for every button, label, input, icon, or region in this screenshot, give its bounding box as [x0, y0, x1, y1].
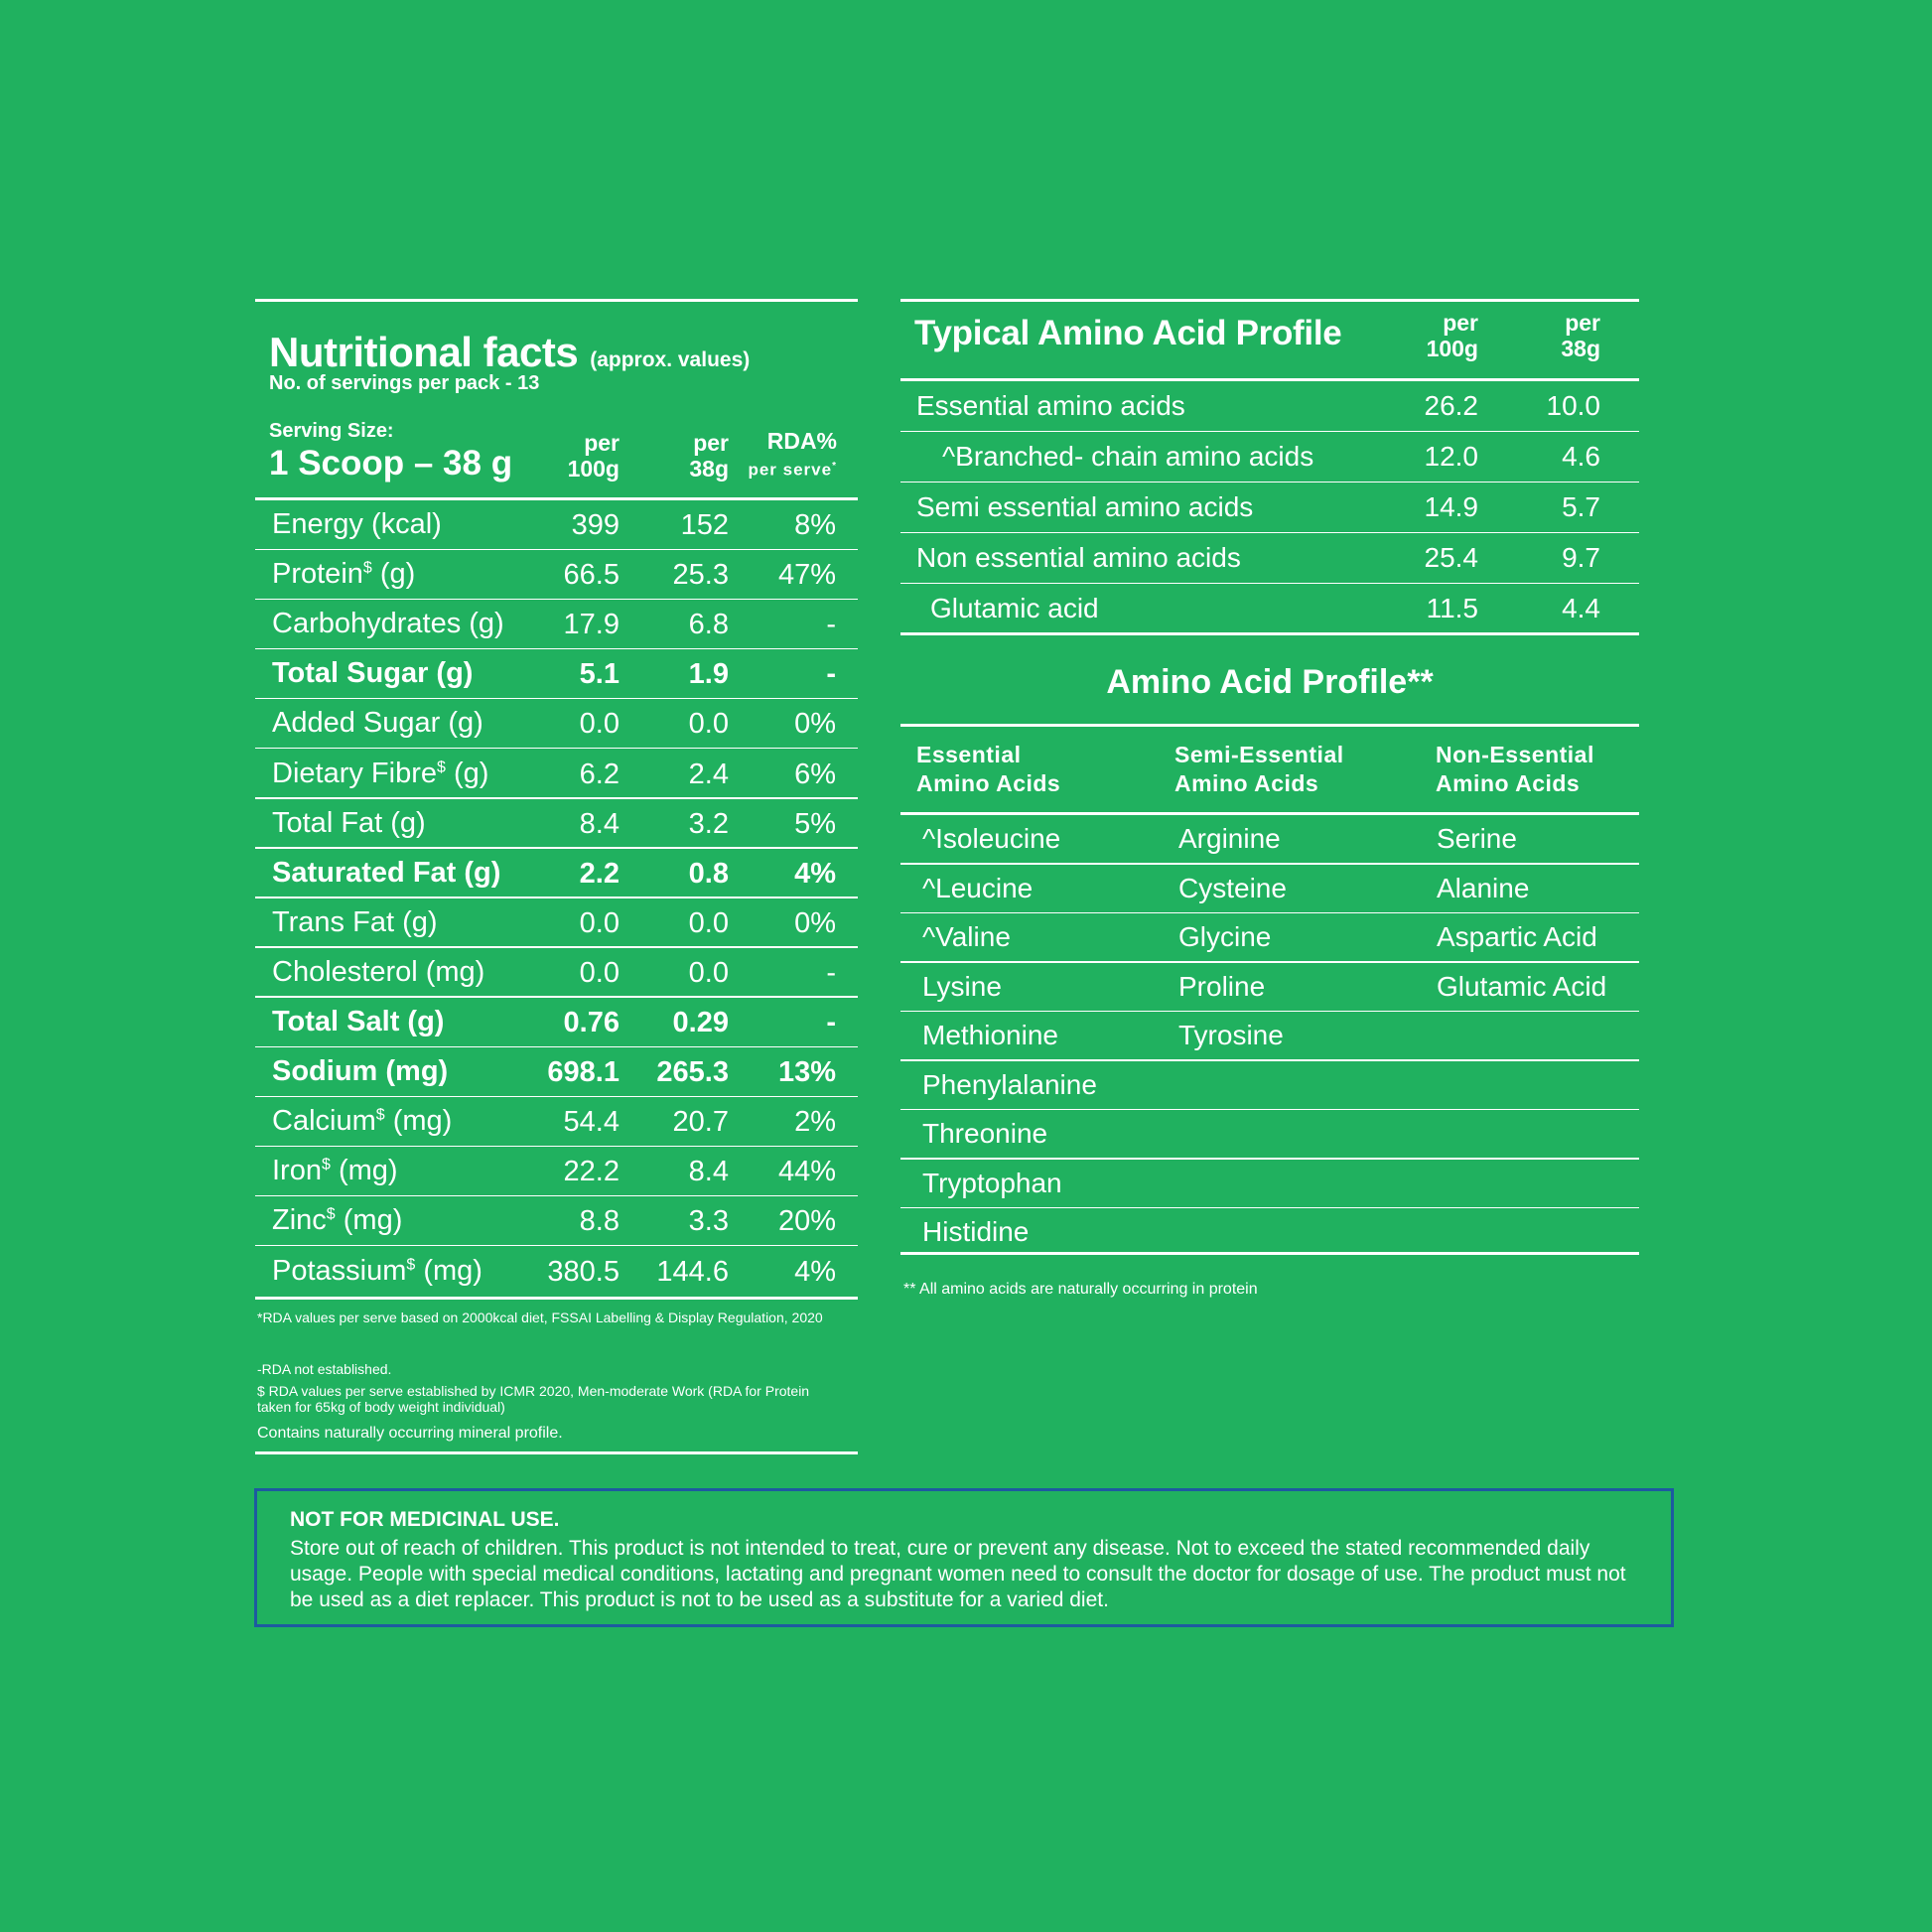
nutrient-unit: (mg) — [335, 1204, 403, 1237]
value-per-100g: 22.2 — [563, 1156, 620, 1188]
value-per-100g: 66.5 — [563, 559, 620, 592]
value-rda: - — [826, 609, 836, 641]
nutrient-label: Carbohydrates (g) — [272, 608, 504, 640]
nutrition-facts-panel — [255, 299, 858, 1455]
value-per-100g: 5.1 — [579, 658, 620, 691]
nutrient-label: Total Salt (g) — [272, 1006, 445, 1037]
nutrient-unit: (mg) — [415, 1254, 483, 1287]
amino-row — [900, 432, 1639, 483]
amino-name: Non essential amino acids — [916, 542, 1241, 573]
nutrient-row — [255, 649, 858, 699]
nutrient-name — [272, 1204, 402, 1237]
value-rda: - — [826, 1007, 836, 1038]
nutrient-name — [272, 906, 438, 939]
value-rda: 2% — [794, 1106, 836, 1139]
amino-name: Semi essential amino acids — [916, 491, 1254, 522]
serving-size-label: Serving Size: — [269, 420, 394, 442]
profile-row — [900, 1208, 1639, 1258]
essential-amino-acid: ^Valine — [922, 921, 1011, 952]
nutrient-name — [272, 1055, 448, 1088]
nutrient-label: Total Sugar (g) — [272, 657, 474, 690]
header-line: Amino Acids — [916, 770, 1061, 796]
amino-row — [900, 483, 1639, 533]
value-per-100g: 380.5 — [547, 1255, 620, 1288]
value-per-38g: 5.7 — [1562, 491, 1600, 522]
nutrient-row — [255, 1196, 858, 1246]
value-per-38g: 9.7 — [1562, 542, 1600, 573]
value-rda: - — [826, 658, 836, 691]
profile-row — [900, 1110, 1639, 1160]
nutrient-name — [272, 707, 483, 740]
value-per-100g: 6.2 — [579, 758, 620, 790]
header-line: Non-Essential — [1436, 742, 1594, 767]
header-non-essential — [1436, 741, 1594, 798]
value-rda: 4% — [794, 1255, 836, 1288]
value-per-38g: 8.4 — [688, 1156, 729, 1188]
col-head-per-100g — [1427, 310, 1478, 361]
non-essential-amino-acid: Alanine — [1437, 872, 1530, 903]
essential-amino-acid: Methionine — [922, 1020, 1058, 1050]
value-rda: 20% — [777, 1205, 836, 1238]
value-per-38g: 0.0 — [688, 906, 729, 939]
value-per-38g: 4.6 — [1562, 441, 1600, 472]
nutrient-label: Iron — [272, 1155, 322, 1187]
amino-profile-panel — [900, 655, 1639, 1311]
approx-note: (approx. values) — [590, 348, 751, 371]
typical-amino-panel — [900, 299, 1639, 636]
nutrient-label: Potassium — [272, 1254, 407, 1287]
nutrient-unit: (g) — [445, 757, 489, 789]
semi-essential-amino-acid: Tyrosine — [1178, 1020, 1284, 1050]
col-38g-label: 38g — [689, 456, 729, 482]
amino-row — [900, 584, 1639, 634]
non-essential-amino-acid: Aspartic Acid — [1437, 921, 1597, 952]
nutrient-row — [255, 799, 858, 849]
value-per-38g: 265.3 — [656, 1056, 729, 1089]
col-per-label: per — [1443, 310, 1478, 336]
warning-body: Store out of reach of children. This product is not intended to treat, cure or prevent any disease. Not to exceed the stated recommended daily usage. People with special medical conditions, lactating and pregnant women need to consult the doctor for dosage of use. The product must not be used as a diet replacer. This product is not to be used as a substitute for a varied diet. — [290, 1537, 1626, 1611]
essential-amino-acid: Phenylalanine — [922, 1068, 1097, 1100]
semi-essential-amino-acid: Glycine — [1178, 921, 1272, 952]
nutrient-name — [272, 758, 488, 790]
col-38g-label: 38g — [1561, 336, 1600, 361]
nutrient-sup: $ — [406, 1255, 416, 1273]
value-rda: 0% — [794, 708, 836, 741]
essential-amino-acid: ^Isoleucine — [922, 823, 1061, 854]
col-head-per-38g — [1561, 310, 1600, 361]
nutrient-label: Sodium (mg) — [272, 1055, 449, 1088]
profile-row — [900, 963, 1639, 1013]
semi-essential-amino-acid: Cysteine — [1178, 872, 1287, 903]
nutrient-name — [272, 807, 426, 840]
value-per-38g: 152 — [680, 509, 729, 541]
value-per-38g: 1.9 — [688, 658, 729, 691]
semi-essential-amino-acid: Arginine — [1178, 823, 1281, 854]
nutrient-sup: $ — [375, 1106, 385, 1124]
profile-title: Amino Acid Profile** — [1106, 663, 1434, 701]
profile-footnote: ** All amino acids are naturally occurring in protein — [903, 1281, 1258, 1298]
nutrient-row — [255, 849, 858, 898]
value-per-100g: 0.76 — [563, 1007, 620, 1038]
nutrient-sup: $ — [321, 1156, 331, 1173]
value-per-100g: 8.4 — [579, 807, 620, 840]
value-per-100g: 0.0 — [579, 708, 620, 741]
nutrient-row — [255, 1147, 858, 1196]
semi-essential-amino-acid: Proline — [1178, 970, 1266, 1002]
value-rda: 44% — [777, 1156, 836, 1188]
header-line: Amino Acids — [1436, 770, 1581, 796]
value-per-38g: 0.8 — [688, 857, 729, 890]
top-rule — [255, 299, 858, 302]
nutrient-unit: (g) — [371, 558, 416, 591]
non-essential-amino-acid: Serine — [1437, 823, 1517, 854]
nutrient-label: Trans Fat (g) — [272, 905, 438, 938]
title-row — [269, 329, 750, 376]
col-per-label: per — [693, 430, 729, 456]
profile-row — [900, 1012, 1639, 1061]
nutrient-label: Zinc — [272, 1204, 327, 1237]
nutrient-name — [272, 1155, 398, 1187]
value-per-100g: 25.4 — [1424, 542, 1478, 573]
essential-amino-acid: Lysine — [922, 970, 1002, 1002]
header-line: Essential — [916, 742, 1022, 767]
value-per-100g: 14.9 — [1424, 491, 1478, 522]
warning-heading: NOT FOR MEDICINAL USE. — [290, 1508, 560, 1531]
value-rda: 6% — [794, 758, 836, 790]
nutrient-row — [255, 998, 858, 1047]
value-per-100g: 8.8 — [579, 1205, 620, 1238]
nutrient-sup: $ — [326, 1205, 336, 1223]
nutrient-row — [255, 500, 858, 550]
top-rule — [900, 724, 1639, 727]
value-rda: 5% — [794, 807, 836, 840]
nutrient-sup: $ — [437, 758, 446, 775]
value-per-38g: 4.4 — [1562, 593, 1600, 623]
nutrient-row — [255, 550, 858, 600]
col-rda-label: RDA% — [766, 428, 837, 454]
nutrient-row — [255, 948, 858, 998]
nutrient-label: Cholesterol (mg) — [272, 955, 485, 988]
panel-bottom-rule — [255, 1451, 858, 1454]
warning-box — [254, 1488, 1674, 1627]
amino-row — [900, 533, 1639, 584]
nutrient-label: Added Sugar (g) — [272, 707, 483, 740]
value-rda: 0% — [794, 906, 836, 939]
value-per-38g: 25.3 — [672, 559, 729, 592]
bottom-rule — [900, 632, 1639, 635]
value-rda: 13% — [777, 1056, 836, 1089]
profile-row — [900, 865, 1639, 914]
profile-row — [900, 815, 1639, 865]
footnote-icmr: $ RDA values per serve established by ICMR 2020, Men-moderate Work (RDA for Protein taken for 65kg of body weight individual) — [257, 1383, 810, 1415]
value-per-100g: 12.0 — [1424, 441, 1478, 472]
non-essential-amino-acid: Glutamic Acid — [1437, 970, 1607, 1002]
value-per-38g: 3.2 — [688, 807, 729, 840]
amino-name: Glutamic acid — [930, 593, 1099, 623]
value-per-100g: 11.5 — [1426, 593, 1478, 623]
value-per-38g: 2.4 — [688, 758, 729, 790]
nutrient-row — [255, 898, 858, 948]
col-100g-label: 100g — [1426, 336, 1478, 361]
value-per-100g: 698.1 — [547, 1056, 620, 1089]
nutrient-unit: (mg) — [384, 1105, 453, 1138]
nutrient-label: Protein — [272, 558, 363, 591]
nutrient-sup: $ — [362, 559, 372, 577]
col-per-label: per — [1565, 310, 1600, 336]
nutrient-label: Total Fat (g) — [272, 806, 426, 839]
serving-size-value: 1 Scoop – 38 g — [269, 444, 513, 483]
amino-name: Essential amino acids — [916, 390, 1185, 421]
value-rda: 8% — [794, 509, 836, 541]
header-line: Semi-Essential — [1174, 742, 1344, 767]
nutrient-label: Dietary Fibre — [272, 757, 437, 789]
header-semi-essential — [1174, 741, 1344, 798]
nutrient-name — [272, 1006, 444, 1038]
amino-name: ^Branched- chain amino acids — [942, 441, 1314, 472]
value-per-38g: 20.7 — [672, 1106, 729, 1139]
essential-amino-acid: Threonine — [922, 1118, 1048, 1149]
value-per-100g: 399 — [571, 509, 620, 541]
nutrient-name — [272, 1105, 452, 1138]
header-essential — [916, 741, 1060, 798]
nutrient-name — [272, 558, 415, 591]
col-per-label: per — [584, 430, 620, 456]
nutrient-name — [272, 657, 473, 690]
nutrient-row — [255, 699, 858, 749]
value-rda: 4% — [794, 857, 836, 890]
value-per-100g: 0.0 — [579, 956, 620, 989]
value-per-38g: 10.0 — [1546, 390, 1600, 421]
nutrient-name — [272, 857, 500, 890]
value-rda: - — [826, 956, 836, 989]
col-head-rda — [748, 428, 837, 483]
nutrient-unit: (mg) — [330, 1155, 398, 1187]
value-per-38g: 0.29 — [672, 1007, 729, 1038]
essential-amino-acid: Histidine — [922, 1216, 1030, 1247]
nutrition-title: Nutritional facts — [269, 329, 579, 375]
col-rda-sub-text: per serve — [748, 460, 833, 480]
col-head-per-100g — [568, 430, 620, 482]
col-head-per-38g — [689, 430, 729, 482]
nutrient-row — [255, 750, 858, 799]
nutrient-row — [255, 1047, 858, 1097]
nutrient-row — [255, 600, 858, 649]
value-per-38g: 6.8 — [688, 609, 729, 641]
typical-title: Typical Amino Acid Profile — [914, 314, 1342, 352]
footnote-not-established: -RDA not established. — [257, 1361, 392, 1377]
profile-row — [900, 1160, 1639, 1209]
profile-row — [900, 1061, 1639, 1111]
value-per-100g: 26.2 — [1424, 390, 1478, 421]
footnote-mineral: Contains naturally occurring mineral profile. — [257, 1425, 563, 1442]
table-bottom-rule — [255, 1297, 858, 1300]
value-per-38g: 0.0 — [688, 956, 729, 989]
col-rda-mark: * — [832, 461, 837, 472]
nutrient-name — [272, 956, 484, 989]
amino-row — [900, 381, 1639, 432]
servings-per-pack: No. of servings per pack - 13 — [269, 372, 540, 394]
nutrient-label: Energy (kcal) — [272, 508, 442, 540]
bottom-rule — [900, 1252, 1639, 1255]
essential-amino-acid: ^Leucine — [922, 872, 1034, 903]
value-per-100g: 2.2 — [579, 857, 620, 890]
value-per-100g: 0.0 — [579, 906, 620, 939]
value-rda: 47% — [777, 559, 836, 592]
top-rule — [900, 299, 1639, 302]
nutrient-row — [255, 1247, 858, 1297]
nutrient-name — [272, 508, 442, 541]
nutrient-row — [255, 1097, 858, 1147]
value-per-38g: 144.6 — [656, 1255, 729, 1288]
value-per-38g: 0.0 — [688, 708, 729, 741]
profile-row — [900, 913, 1639, 963]
value-per-100g: 54.4 — [563, 1106, 620, 1139]
value-per-100g: 17.9 — [563, 609, 620, 641]
nutrient-name — [272, 1255, 483, 1288]
nutrient-label: Calcium — [272, 1105, 376, 1138]
nutrient-label: Saturated Fat (g) — [272, 856, 501, 889]
col-rda-sub — [748, 454, 837, 483]
col-100g-label: 100g — [567, 456, 620, 482]
essential-amino-acid: Tryptophan — [922, 1167, 1062, 1198]
value-per-38g: 3.3 — [688, 1205, 729, 1238]
nutrient-name — [272, 608, 504, 640]
footnote-rda-basis: *RDA values per serve based on 2000kcal diet, FSSAI Labelling & Display Regulation, 2020 — [257, 1310, 823, 1325]
header-line: Amino Acids — [1174, 770, 1319, 796]
